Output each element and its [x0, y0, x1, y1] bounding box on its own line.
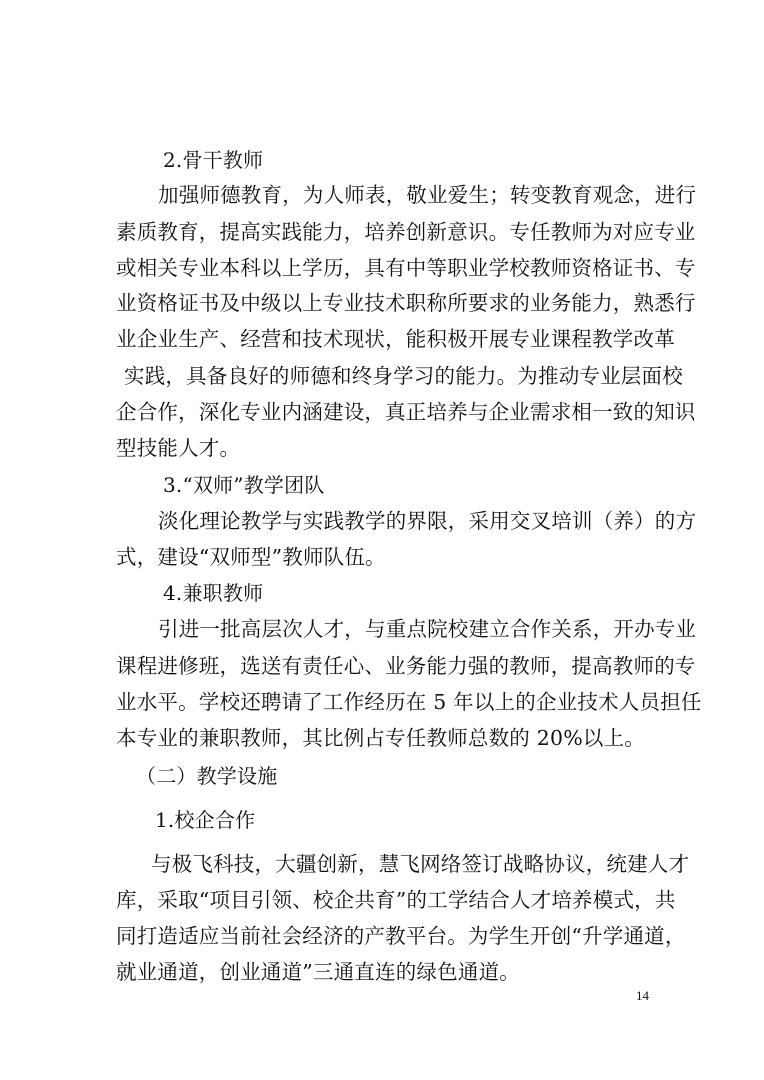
- section-heading-school-enterprise-cooperation: 1.校企合作: [155, 808, 256, 832]
- paragraph-line: 企合作，深化专业内涵建设，真正培养与企业需求相一致的知识: [116, 400, 696, 424]
- paragraph-line: 加强师德教育，为人师表，敬业爱生；转变教育观念，进行: [158, 183, 697, 207]
- paragraph-line: 淡化理论教学与实践教学的界限，采用交叉培训（养）的方: [158, 509, 697, 533]
- paragraph-line: 式，建设“双师型”教师队伍。: [116, 545, 386, 569]
- paragraph-line: 就业通道，创业通道”三通直连的绿色通道。: [116, 960, 520, 984]
- section-heading-backbone-teachers: 2.骨干教师: [163, 148, 264, 172]
- paragraph-line: 业企业生产、经营和技术现状，能积极开展专业课程教学改革: [116, 327, 675, 351]
- section-heading-teaching-facilities: （二）教学设施: [136, 764, 278, 788]
- paragraph-line: 业水平。学校还聘请了工作经历在 5 年以上的企业技术人员担任: [116, 690, 702, 714]
- paragraph-line: 或相关专业本科以上学历，具有中等职业学校教师资格证书、专: [116, 256, 696, 280]
- section-heading-part-time-teachers: 4.兼职教师: [163, 581, 264, 605]
- page-number: 14: [636, 988, 649, 1003]
- paragraph-line: 素质教育，提高实践能力，培养创新意识。专任教师为对应专业: [116, 220, 696, 244]
- paragraph-line: 业资格证书及中级以上专业技术职称所要求的业务能力，熟悉行: [116, 291, 696, 315]
- paragraph-line: 本专业的兼职教师，其比例占专任教师总数的 20%以上。: [116, 726, 645, 750]
- paragraph-line: 实践，具备良好的师德和终身学习的能力。为推动专业层面校: [124, 364, 683, 388]
- paragraph-line: 型技能人才。: [116, 436, 241, 460]
- paragraph-line: 引进一批高层次人才，与重点院校建立合作关系，开办专业: [158, 617, 697, 641]
- paragraph-line: 与极飞科技，大疆创新，慧飞网络签订战略协议，统建人才: [151, 852, 690, 876]
- paragraph-line: 库，采取“项目引领、校企共育”的工学结合人才培养模式，共: [116, 888, 676, 912]
- section-heading-dual-teacher-team: 3.“双师”教学团队: [163, 473, 325, 497]
- paragraph-line: 课程进修班，选送有责任心、业务能力强的教师，提高教师的专: [116, 654, 696, 678]
- paragraph-line: 同打造适应当前社会经济的产教平台。为学生开创“升学通道，: [116, 924, 686, 948]
